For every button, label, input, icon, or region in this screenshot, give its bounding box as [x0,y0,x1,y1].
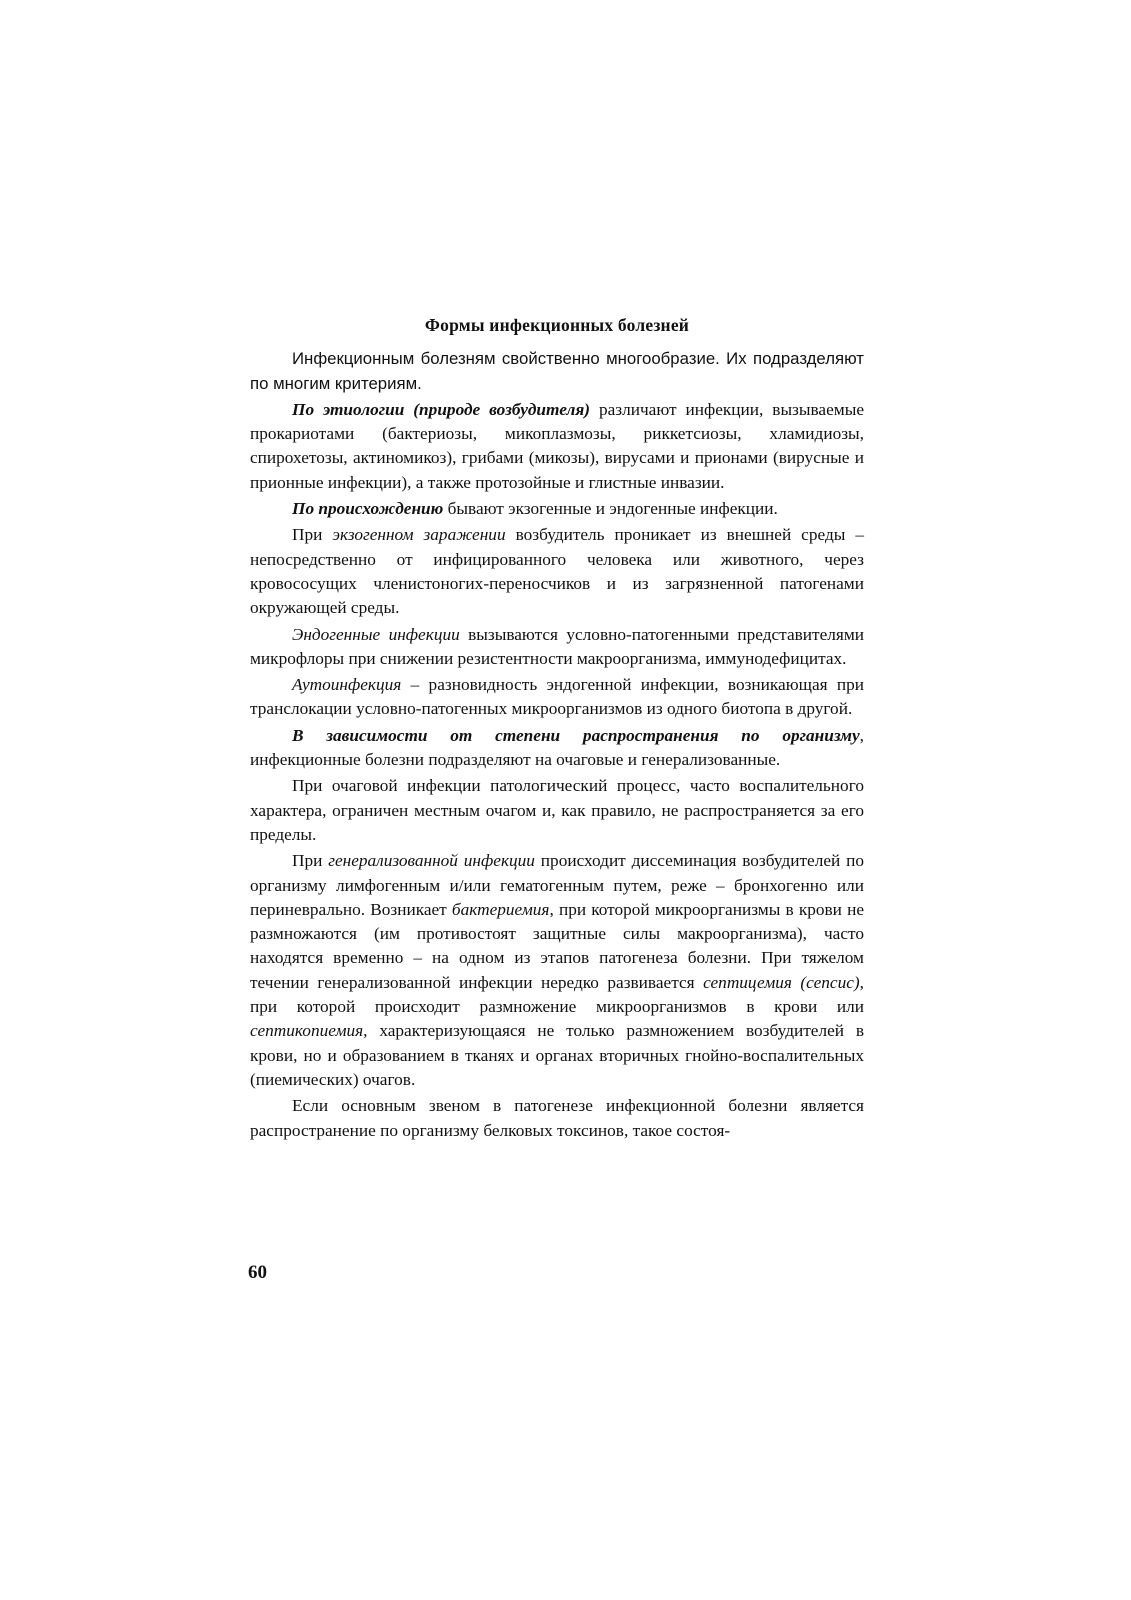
term-spread: В зависимости от степени распространения по организму [292,725,860,745]
paragraph-endogenous-text: вызываются условно-патогенными представителями микрофлоры при снижении резистентности макроорганизма, иммунодефицитах. [250,624,864,668]
term-origin: По происхождению [292,499,444,519]
term-bacteremia: бактериемия [451,899,550,919]
paragraph-autoinfection [250,673,864,722]
page-number: 60 [248,1262,267,1283]
paragraph-etiology [250,398,864,495]
paragraph-exogenous-prefix: При [292,525,333,545]
paragraph-focal: При очаговой инфекции патологический процесс, часто воспалительного характера, ограничен местным очагом и, как правило, не распространяется за его пределы. [250,776,864,844]
paragraph-spread [250,724,864,773]
paragraph-exogenous [250,523,864,620]
paragraph-exogenous-text: возбудитель проникает из внешней среды – непосредственно от инфицированного человека или животного, через кровососущих членистоногих-переносчиков и из загрязненной патогенами окружающей среды. [250,525,864,618]
term-etiology: По этиологии (природе возбудителя) [292,399,590,419]
term-septicemia: септицемия (сепсис) [703,972,860,992]
term-generalized: генерализованной инфекции [328,851,535,871]
paragraph-toxin: Если основным звеном в патогенезе инфекционной болезни является распространение по организму белковых токсинов, такое состоя- [250,1096,864,1140]
text-column [250,313,864,1145]
paragraph-etiology-text: различают инфекции, вызываемые прокариотами (бактериозы, микоплазмозы, риккетсиозы, хламидиозы, спирохетозы, актиномикоз), грибами (микозы), вирусами и прионами (вирусные и прионные инфекции), а также протозойные и глистные инвазии. [250,399,864,492]
paragraph-generalized-text-3: , при которой происходит размножение микроорганизмов в крови или [250,972,864,1017]
paragraph-generalized-text-1: происходит диссеминация возбудителей по организму лимфогенным и/или гематогенным путем, реже – бронхогенно или периневрально. Возникает [250,851,864,919]
paragraph-endogenous [250,623,864,672]
section-heading: Формы инфекционных болезней [424,315,690,335]
paragraph-generalized [250,849,864,1092]
term-exogenous: экзогенном заражении [332,525,506,545]
paragraph-origin-text: бывают экзогенные и эндогенные инфекции. [443,499,778,519]
term-septicopyemia: септикопиемия [250,1021,364,1041]
paragraph-intro: Инфекционным болезням свойственно многообразие. Их подразделяют по многим критериям. [250,349,864,393]
paragraph-origin [250,497,864,521]
term-autoinfection: Аутоинфекция [292,675,402,695]
paragraph-generalized-text-4: , характеризующаяся не только размножением возбудителей в крови, но и образованием в тканях и органах вторичных гнойно-воспалительных (пиемических) очагов. [250,1021,864,1089]
paragraph-generalized-text-2: , при которой микроорганизмы в крови не размножаются (им противостоят защитные силы макроорганизма), часто находятся временно – на одном из этапов патогенеза болезни. При тяжелом течении генерализованной инфекции нередко развивается [250,899,864,992]
paragraph-generalized-prefix: При [292,851,329,871]
term-endogenous: Эндогенные инфекции [292,624,460,644]
paragraph-autoinfection-text: – разновидность эндогенной инфекции, возникающая при транслокации условно-патогенных микроорганизмов из одного биотопа в другой. [250,675,864,719]
paragraph-spread-text: , инфекционные болезни подразделяют на очаговые и генерализованные. [250,725,864,770]
